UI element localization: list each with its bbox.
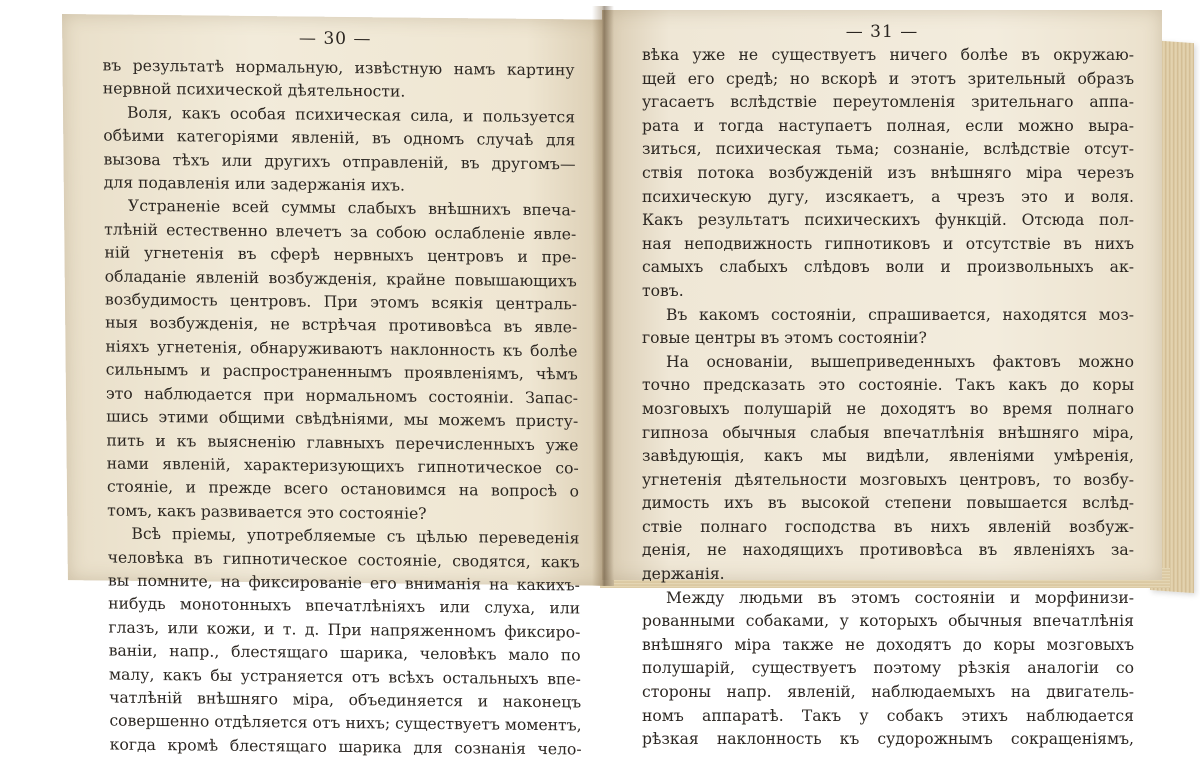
text-line: Устраненіе всей суммы слабыхъ внѣшнихъ впеча- [127, 197, 577, 220]
text-line: точно предсказать это состояніе. Такъ какъ до коры [642, 376, 1134, 395]
text-line: малу, какъ бы устраняется отъ всѣхъ остальныхъ впе- [108, 665, 581, 689]
text-line: полушарій, существуетъ поэтому рѣзкія аналогіи со [642, 659, 1134, 678]
text-line: человѣка въ гипнотическое состояніе, сводятся, какъ [107, 548, 580, 571]
text-line: угасаетъ вслѣдствіе переутомленія зрительнаго аппа- [642, 93, 1134, 112]
text-line: говые центры въ этомъ состояніи? [642, 329, 927, 348]
text-line: номъ аппаратѣ. Такъ у собакъ этихъ наблюдается [642, 706, 1134, 725]
text-line: рѣзкая наклонность къ судорожнымъ сокращеніямъ, [642, 730, 1134, 749]
text-line: ная неподвижность гипнотиковъ и отсутствіе въ нихъ [642, 234, 1134, 253]
text-line: рованными собаками, у которыхъ обычныя впечатлѣнія [642, 612, 1134, 631]
text-line: психическую дугу, изсякаетъ, а чрезъ это и воля. [642, 187, 1134, 206]
text-line: когда кромѣ блестящаго шарика для сознанія чело- [109, 735, 582, 759]
text-line: димость ихъ въ высокой степени повышается вслѣд- [642, 494, 1134, 513]
text-line: товъ. [642, 281, 684, 300]
text-line: обѣими категоріями явленій, въ одномъ случаѣ для [103, 126, 576, 150]
text-line: зиться, психическая тьма; сознаніе, вслѣдствіе отсут- [642, 140, 1134, 159]
text-line: Воля, какъ особая психическая сила, и пользуется [126, 103, 576, 127]
text-line: На основаніи, вышеприведенныхъ фактовъ можно [666, 352, 1134, 371]
text-line: Между людьми въ этомъ состояніи и морфинизи- [666, 588, 1134, 607]
text-line: шись этими общими свѣдѣніями, мы можемъ присту- [106, 407, 579, 431]
right-page-number: — 31 — [845, 22, 919, 42]
text-line: сильнымъ и распространеннымъ проявленіямъ, чѣмъ [105, 360, 578, 384]
text-line: нервной психической дѣятельности. [102, 79, 406, 102]
text-line: вѣка уже не существуетъ ничего болѣе въ окружаю- [642, 46, 1134, 64]
text-line: гипноза обычныя слабыя впечатлѣнія внѣшняго міра, [642, 423, 1134, 442]
text-line: внѣшняго міра также не доходятъ до коры мозговыхъ [642, 635, 1134, 654]
left-page [62, 14, 614, 759]
left-page-text [102, 54, 581, 761]
text-line: въ результатѣ нормальную, извѣстную намъ картину [102, 56, 575, 80]
text-line: нибудь монотонныхъ впечатлѣніяхъ или слуха, или [108, 594, 581, 618]
book-gutter [592, 6, 614, 586]
text-line: самыхъ слабыхъ слѣдовъ воли и произвольныхъ ак- [642, 258, 1134, 277]
text-line: денія, не находящихъ противовѣса въ явленіяхъ за- [642, 541, 1134, 560]
right-page [602, 10, 1162, 749]
text-line: тлѣній естественно влечетъ за собою ослабленіе явле- [104, 220, 577, 244]
text-line: щей его средѣ; но вскорѣ и этотъ зрительный образъ [642, 69, 1134, 88]
text-line: ніяхъ угнетенія, обнаруживаютъ наклонность къ болѣе [105, 337, 578, 361]
text-line: ваніи, напр., блестящаго шарика, человѣкъ мало по [108, 641, 581, 665]
text-line: ній угнетенія въ сферѣ нервныхъ центровъ и пре- [104, 243, 577, 267]
text-line: завѣдующія, какъ мы видѣли, явленіями умѣренія, [642, 447, 1134, 466]
text-line: глазъ, или кожи, и т. д. При напряженномъ фиксиро- [108, 618, 581, 642]
text-line: Всѣ пріемы, употребляемые съ цѣлью переведенія [131, 524, 580, 548]
text-line: томъ, какъ развивается это состояніе? [107, 501, 427, 523]
text-line: для подавленія или задержанія ихъ. [103, 173, 406, 195]
text-line: мозговыхъ полушарій не доходятъ во время полнаго [642, 399, 1134, 418]
text-line: это наблюдается при нормальномъ состояніи. Запас- [105, 384, 579, 408]
text-line: держанія. [642, 565, 725, 584]
text-line: обладаніе явленій возбужденія, крайне повышающихъ [104, 267, 577, 291]
text-line: чатлѣній внѣшняго міра, объединяется и наконецъ [109, 688, 582, 712]
left-page-number: — 30 — [298, 28, 372, 50]
right-page-text [642, 44, 1134, 752]
text-line: ствіе полнаго господства въ нихъ явленій возбуж- [642, 517, 1134, 536]
text-line: совершенно отдѣляется отъ нихъ; существуетъ моментъ, [109, 711, 582, 735]
text-line: рата и тогда наступаетъ полная, если можно выра- [642, 116, 1134, 135]
text-line: ныя возбужденія, не встрѣчая противовѣса въ явле- [105, 313, 578, 337]
text-line: угнетенія дѣятельности мозговыхъ центровъ, то возбу- [642, 470, 1134, 489]
text-line: вызова тѣхъ или другихъ отправленій, въ другомъ— [103, 150, 576, 174]
text-line: нами явленій, характеризующихъ гипнотическое со- [106, 454, 579, 478]
text-line: стояніе, и прежде всего остановимся на вопросѣ о [106, 477, 580, 501]
text-line: вы помните, на фиксированіе его вниманія на какихъ- [107, 571, 580, 595]
text-line: Въ какомъ состояніи, спрашивается, находятся моз- [666, 305, 1134, 324]
text-line: пить и къ выясненію главныхъ перечисленныхъ уже [106, 430, 579, 454]
text-line: Какъ результатъ психическихъ функцій. Отсюда пол- [642, 211, 1134, 230]
text-line: стороны напр. явленій, наблюдаемыхъ на двигатель- [642, 683, 1134, 702]
text-line: ствія потока возбужденій изъ внѣшняго міра черезъ [642, 163, 1134, 182]
text-line: возбудимость центровъ. При этомъ всякія централь- [104, 290, 578, 314]
